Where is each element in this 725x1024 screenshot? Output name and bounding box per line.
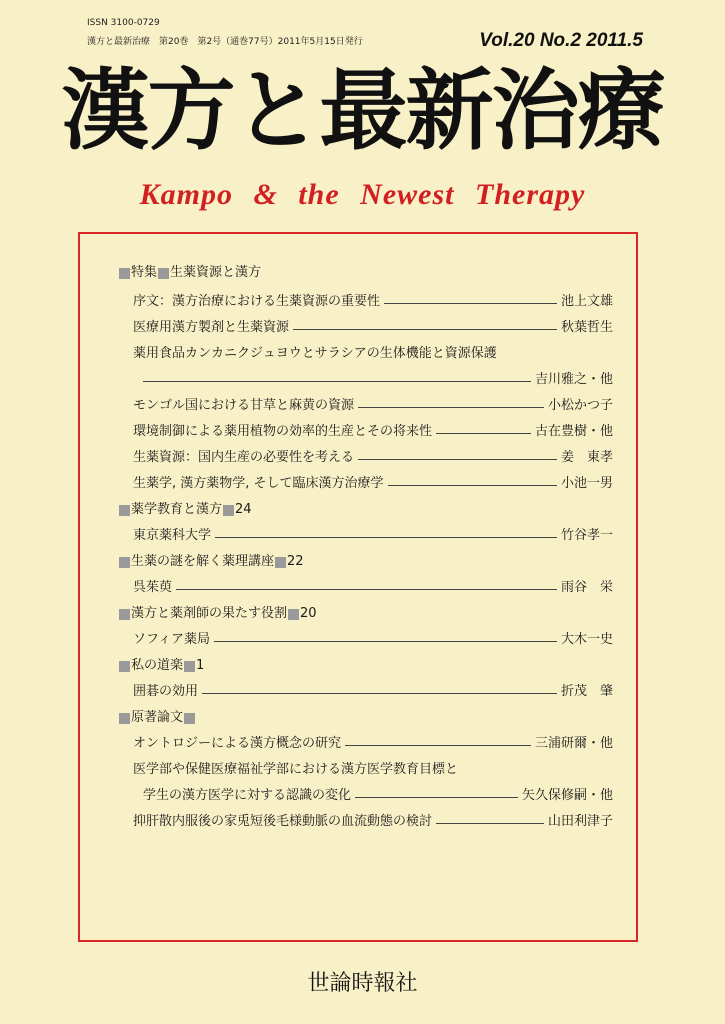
publisher-name: 世論時報社 [307,971,418,996]
article-title: 抑肝散内服後の家兎短後毛様動脈の血流動態の検討 [133,814,433,829]
toc-section [118,708,613,728]
section-title: 私の道楽 [131,658,184,673]
toc-entry[interactable] [133,760,613,780]
leader-line [215,537,557,538]
article-title: 生薬資源：国内生産の必要性を考える [133,450,355,465]
section-title: 原著論文 [131,710,184,725]
toc-entry[interactable] [133,422,613,442]
toc-entry[interactable] [133,526,613,546]
article-title: 医学部や保健医療福祉学部における漢方医学教育目標と [133,762,459,777]
toc-entry[interactable] [133,630,613,650]
section-title: 薬学教育と漢方 [131,502,223,517]
leader-line [384,303,557,304]
article-author: 折茂 肇 [560,684,613,699]
series-number: 1 [196,658,205,673]
toc-entry[interactable] [133,734,613,754]
toc-entry[interactable] [133,448,613,468]
article-title: モンゴル国における甘草と麻黄の資源 [133,398,355,413]
section-title: 漢方と薬剤師の果たす役割 [131,606,288,621]
issn-number: ISSN 3100-0729 [87,18,160,28]
article-author: 池上文雄 [560,294,613,309]
section-marker-icon [223,505,234,516]
toc-entry[interactable] [133,578,613,598]
series-number: 24 [235,502,252,517]
article-title-continued: 学生の漢方医学に対する認識の変化 [143,788,352,803]
toc-entry[interactable] [133,396,613,416]
leader-line [143,381,531,382]
article-author: 大木一史 [560,632,613,647]
section-marker-icon [158,268,169,279]
toc-entry[interactable] [133,474,613,494]
section-marker-icon [119,609,130,620]
article-author: 小松かつ子 [547,398,613,413]
section-marker-icon [119,505,130,516]
section-marker-icon [119,661,130,672]
article-author: 姜 東孝 [560,450,613,465]
leader-line [202,693,557,694]
journal-title: 漢方と最新治療 [61,58,664,162]
leader-line [388,485,557,486]
toc-entry[interactable] [133,344,613,364]
series-number: 20 [300,606,317,621]
publication-line: 漢方と最新治療 第20巻 第2号（通巻77号）2011年5月15日発行 [87,37,363,47]
section-marker-icon [275,557,286,568]
article-author: 吉川雅之・他 [534,372,613,387]
section-marker-icon [184,661,195,672]
article-author: 竹谷孝一 [560,528,613,543]
leader-line [176,589,557,590]
article-author: 小池一男 [560,476,613,491]
leader-line [345,745,531,746]
volume-number: Vol.20 No.2 2011.5 [479,30,643,51]
leader-line [358,407,544,408]
toc-entry-continued[interactable] [143,786,613,806]
article-author: 雨谷 栄 [560,580,613,595]
toc-entry[interactable] [133,682,613,702]
section-marker-icon [119,713,130,724]
section-marker-icon [288,609,299,620]
article-title: 囲碁の効用 [133,684,199,699]
toc-entry[interactable] [133,812,613,832]
section-marker-icon [119,268,130,279]
toc-entry[interactable] [133,318,613,338]
toc-section [118,604,613,624]
article-title: 医療用漢方製剤と生薬資源 [133,320,290,335]
article-author: 山田利津子 [547,814,613,829]
leader-line [214,641,557,642]
toc-section-special [118,263,613,283]
leader-line [355,797,518,798]
journal-title-english: Kampo & the Newest Therapy [139,178,586,211]
article-author: 秋葉哲生 [560,320,613,335]
toc-entry-continued[interactable] [143,370,613,390]
article-title: 序文：漢方治療における生薬資源の重要性 [133,294,381,309]
section-marker-icon [184,713,195,724]
article-title: 生薬学, 漢方薬物学, そして臨床漢方治療学 [133,476,384,491]
special-feature-title: 生薬資源と漢方 [170,265,262,280]
leader-line [293,329,557,330]
article-title: ソフィア薬局 [133,632,210,647]
article-title: 環境制御による薬用植物の効率的生産とその将来性 [133,424,433,439]
special-feature-label: 特集 [131,265,158,280]
toc-section [118,656,613,676]
leader-line [436,823,544,824]
toc-entry[interactable] [133,292,613,312]
leader-line [358,459,557,460]
article-title: 呉茱萸 [133,580,173,595]
article-title: 薬用食品カンカニクジュヨウとサラシアの生体機能と資源保護 [133,346,497,361]
leader-line [436,433,531,434]
article-author: 古在豊樹・他 [534,424,613,439]
section-marker-icon [119,557,130,568]
series-number: 22 [287,554,304,569]
article-author: 三浦研爾・他 [534,736,613,751]
toc-section [118,552,613,572]
article-title: オントロジーによる漢方概念の研究 [133,736,342,751]
section-title: 生薬の謎を解く薬理講座 [131,554,275,569]
article-title: 東京薬科大学 [133,528,212,543]
toc-section [118,500,613,520]
article-author: 矢久保修嗣・他 [521,788,613,803]
